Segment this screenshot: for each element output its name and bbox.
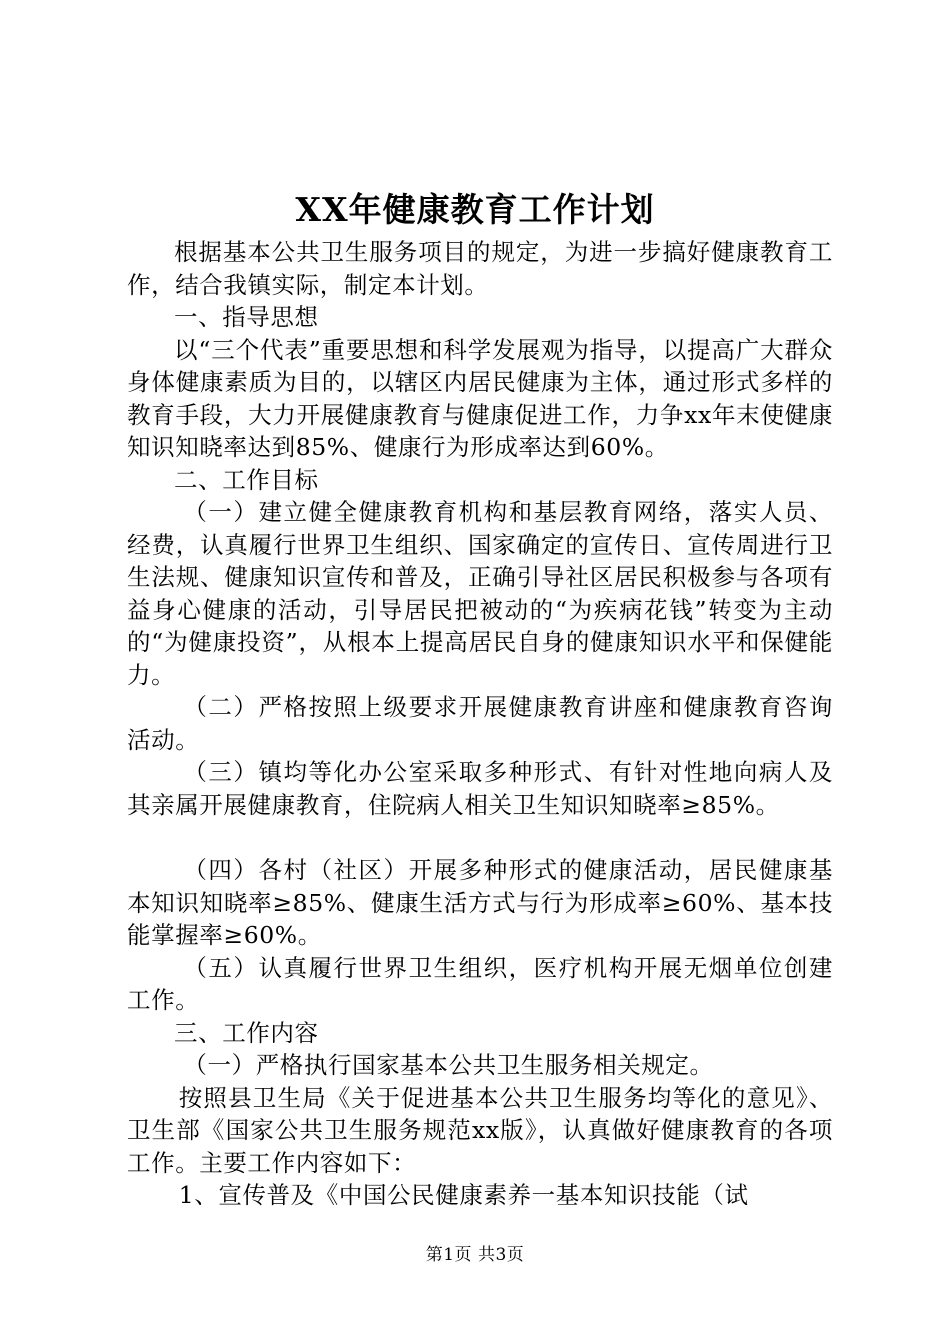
heading-work-goals: 二、工作目标 [174, 465, 319, 494]
paragraph-intro: 根据基本公共卫生服务项目的规定，为进一步搞好健康教育工作，结合我镇实际，制定本计划。 [127, 238, 833, 299]
content-item-1: （一）严格执行国家基本公共卫生服务相关规定。 [183, 1051, 714, 1079]
page-indicator: 第1页 共3页 [425, 1245, 525, 1265]
heading-work-content: 三、工作内容 [174, 1018, 319, 1047]
goal-item-4: （四）各村（社区）开展多种形式的健康活动，居民健康基本知识知晓率≥85%、健康生活方式与行为形成率≥60%、基本技能掌握率≥60%。 [127, 856, 833, 949]
goal-item-1: （一）建立健全健康教育机构和基层教育网络，落实人员、经费，认真履行世界卫生组织、国家确定的宣传日、宣传周进行卫生法规、健康知识宣传和普及，正确引导社区居民积极参与各项有益身心健康的活动，引导居民把被动的“为疾病花钱”转变为主动的“为健康投资”，从根本上提高居民自身的健康知识水平和保健能力。 [127, 498, 833, 689]
heading-guiding-ideology: 一、指导思想 [174, 303, 319, 331]
paragraph-guiding-ideology: 以“三个代表”重要思想和科学发展观为指导，以提高广大群众身体健康素质为目的，以辖区内居民健康为主体，通过形式多样的教育手段，大力开展健康教育与健康促进工作，力争xx年末使健康知识知晓率达到85%、健康行为形成率达到60%。 [127, 335, 833, 461]
paragraph-content-detail: 按照县卫生局《关于促进基本公共卫生服务均等化的意见》、卫生部《国家公共卫生服务规范xx版》，认真做好健康教育的各项工作。主要工作内容如下： [127, 1083, 833, 1177]
goal-item-2: （二）严格按照上级要求开展健康教育讲座和健康教育咨询活动。 [127, 693, 833, 754]
content-subitem-1: 1、宣传普及《中国公民健康素养一基本知识技能（试 [178, 1181, 749, 1209]
document-title: XX年健康教育工作计划 [295, 190, 655, 229]
goal-item-3: （三）镇均等化办公室采取多种形式、有针对性地向病人及其亲属开展健康教育，住院病人相关卫生知识知晓率≥85%。 [127, 758, 833, 819]
document-body [127, 236, 833, 1212]
goal-item-5: （五）认真履行世界卫生组织，医疗机构开展无烟单位创建工作。 [127, 953, 833, 1014]
